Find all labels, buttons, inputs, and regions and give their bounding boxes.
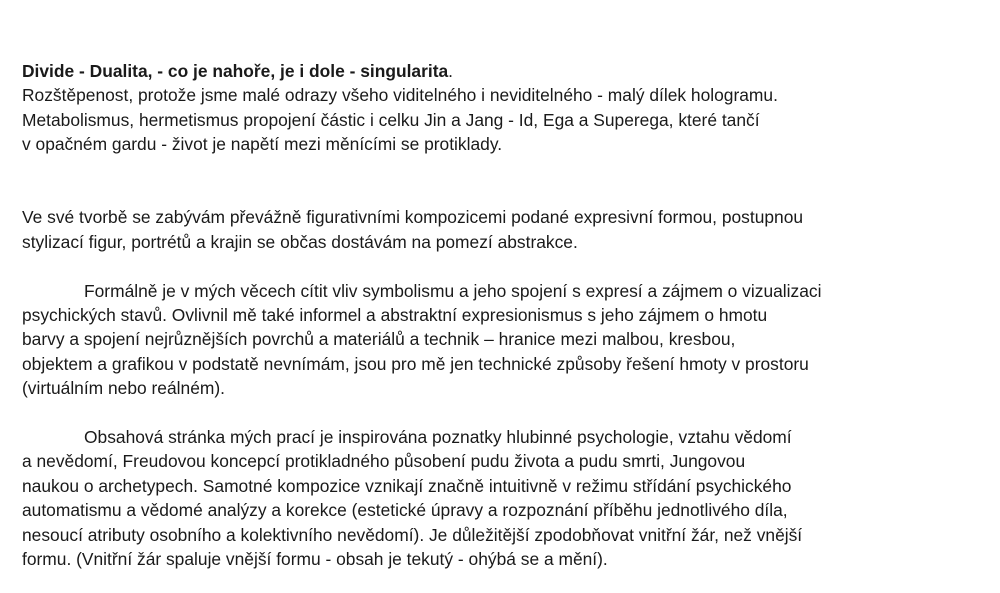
paragraph-line: nesoucí atributy osobního a kolektivního nevědomí). Je důležitější zpodobňovat vnitřní žár, než vnější (22, 524, 803, 545)
intro-heading (22, 59, 982, 83)
paragraph-line: barvy a spojení nejrůznějších povrchů a materiálů a technik – hranice mezi malbou, kresbou, (22, 329, 736, 350)
paragraph-line: Formálně je v mých věcech cítit vliv symbolismu a jeho spojení s expresí a zájmem o vizualizaci (84, 280, 822, 301)
paragraph-line: stylizací figur, portrétů a krajin se občas dostávám na pomezí abstrakce. (22, 231, 578, 252)
intro-heading-bold: Divide - Dualita, - co je nahoře, je i dole - singularita (22, 61, 449, 81)
intro-line: v opačném gardu - život je napětí mezi měnícími se protiklady. (22, 134, 503, 155)
paragraph-line: formu. (Vnitřní žár spaluje vnější formu - obsah je tekutý - ohýbá se a mění). (22, 549, 608, 570)
intro-line: Metabolismus, hermetismus propojení částic i celku Jin a Jang - Id, Ega a Superega, které tančí (22, 109, 760, 130)
intro-section (22, 59, 982, 157)
paragraph-line: automatismu a vědomé analýzy a korekce (estetické úpravy a rozpoznání příběhu jednotlivého díla, (22, 500, 788, 521)
intro-line: Rozštěpenost, protože jsme malé odrazy všeho viditelného i neviditelného - malý dílek hologramu. (22, 85, 778, 106)
paragraph-spacer (22, 254, 982, 278)
paragraph-line: psychických stavů. Ovlivnil mě také informel a abstraktní expresionismus s jeho zájmem o hmotu (22, 305, 768, 326)
paragraph-line: Obsahová stránka mých prací je inspirována poznatky hlubinné psychologie, vztahu vědomí (84, 427, 792, 448)
paragraph-1 (22, 205, 982, 254)
paragraph-line: Ve své tvorbě se zabývám převážně figurativními kompozicemi podané expresivní formou, postupnou (22, 207, 804, 228)
paragraph-line: (virtuálním nebo reálném). (22, 378, 225, 399)
paragraph-3 (22, 425, 982, 571)
paragraph-2 (22, 279, 982, 401)
paragraph-line: a nevědomí, Freudovou koncepcí protikladného působení pudu života a pudu smrti, Jungovou (22, 451, 746, 472)
intro-heading-tail: . (448, 61, 453, 81)
paragraph-line: objektem a grafikou v podstatě nevnímám, jsou pro mě jen technické způsoby řešení hmoty v prostoru (22, 353, 809, 374)
section-spacer (22, 157, 982, 206)
paragraph-spacer (22, 401, 982, 425)
paragraph-line: naukou o archetypech. Samotné kompozice vznikají značně intuitivně v režimu střídání psychického (22, 475, 792, 496)
document-page (22, 59, 982, 571)
